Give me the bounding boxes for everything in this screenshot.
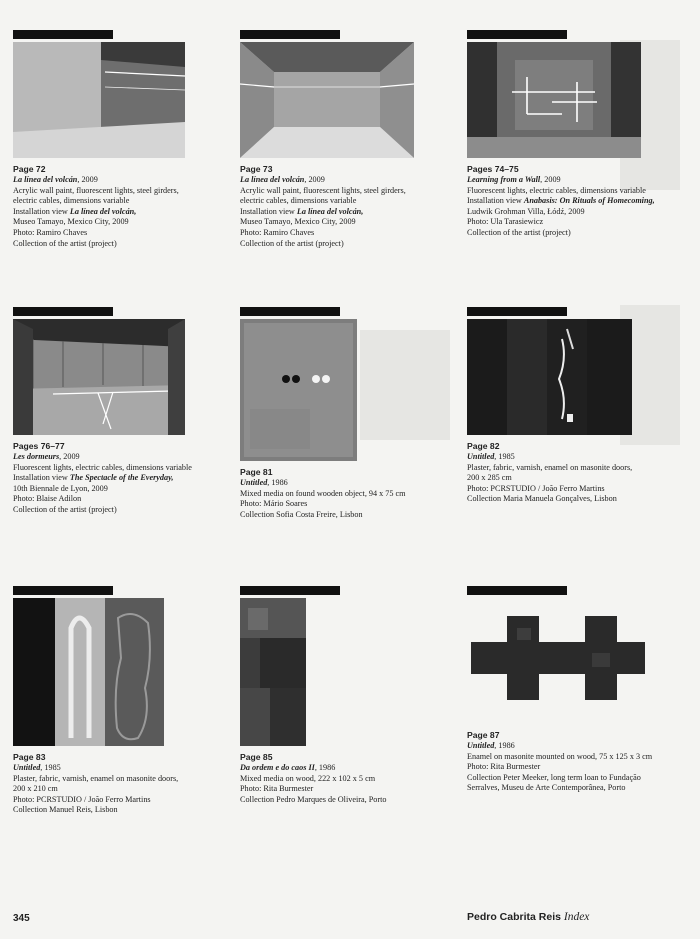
entry-page-85 [240, 586, 455, 805]
installation-prefix: Installation view [13, 206, 70, 216]
installation-title: La línea del volcán, [69, 206, 137, 216]
caption-line: Museo Tamayo, Mexico City, 2009 [13, 217, 129, 227]
caption-line: Photo: Ula Tarasiewicz [467, 217, 544, 227]
artwork-title: Untitled [467, 741, 495, 750]
caption-line: electric cables, dimensions variable [13, 196, 130, 206]
artwork-photo [240, 319, 357, 461]
page-label: Pages 74–75 [467, 164, 519, 174]
artwork-photo [467, 319, 632, 435]
page-label: Page 83 [13, 752, 46, 762]
caption-line: Collection Peter Meeker, long term loan to Fundação [467, 772, 641, 782]
installation-prefix: Installation view [240, 206, 297, 216]
entry-header-bar [13, 30, 113, 39]
caption-line: Enamel on masonite mounted on wood, 75 x 125 x 3 cm [467, 751, 653, 761]
caption-line: Collection Maria Manuela Gonçalves, Lisbon [467, 494, 617, 504]
caption-line: Fluorescent lights, electric cables, dimensions variable [13, 462, 192, 472]
artwork-year: , 1985 [40, 763, 61, 772]
caption-line: Collection Sofia Costa Freire, Lisbon [240, 509, 363, 519]
caption-line: Photo: Rita Burmester [240, 784, 314, 794]
entry-header-bar [13, 586, 113, 595]
caption-line: Photo: PCRSTUDIO / João Ferro Martins [13, 794, 151, 804]
artwork-year: , 2009 [59, 452, 80, 461]
caption-line: electric cables, dimensions variable [240, 196, 357, 206]
caption-line: Acrylic wall paint, fluorescent lights, steel girders, [240, 185, 406, 195]
caption-line: Collection of the artist (project) [467, 227, 571, 237]
artwork-year: , 1986 [494, 741, 515, 750]
installation-title: Anabasis: On Rituals of Homecoming, [523, 196, 655, 206]
section-label: Index [563, 911, 590, 923]
artwork-title: Untitled [240, 478, 268, 487]
artwork-photo [13, 319, 185, 435]
running-footer [467, 911, 589, 923]
caption-line: Museo Tamayo, Mexico City, 2009 [240, 217, 356, 227]
caption-line: Collection Manuel Reis, Lisbon [13, 805, 118, 815]
caption-line: Fluorescent lights, electric cables, dimensions variable [467, 185, 646, 195]
artwork-year: , 2009 [304, 175, 325, 184]
caption-line: 10th Biennale de Lyon, 2009 [13, 483, 108, 493]
entry-header-bar [13, 307, 113, 316]
book-title: Pedro Cabrita Reis [467, 911, 561, 923]
caption-line: Mixed media on wood, 222 x 102 x 5 cm [240, 773, 376, 783]
caption-line: Collection of the artist (project) [13, 504, 117, 514]
caption-line: Plaster, fabric, varnish, enamel on masonite doors, [467, 462, 633, 472]
artwork-title: Da ordem e do caos II [240, 763, 315, 772]
artwork-year: , 1986 [314, 763, 336, 772]
artwork-title: Untitled [13, 763, 41, 772]
artwork-photo [467, 42, 641, 158]
page-number: 345 [13, 913, 30, 924]
page-label: Page 85 [240, 752, 273, 762]
entry-header-bar [467, 307, 567, 316]
caption-line: 200 x 285 cm [467, 473, 512, 483]
caption-line: Collection of the artist (project) [240, 238, 344, 248]
caption-line: Mixed media on found wooden object, 94 x 75 cm [240, 488, 406, 498]
artwork-photo [240, 42, 414, 158]
caption-line: Collection of the artist (project) [13, 238, 117, 248]
entry-page-81 [240, 307, 455, 520]
entry-page-87 [467, 586, 682, 794]
artwork-year: , 2009 [77, 175, 98, 184]
entry-page-73 [240, 30, 455, 249]
caption-line: Photo: Ramiro Chaves [13, 227, 88, 237]
artwork-year: , 2009 [540, 175, 561, 184]
artwork-photo [467, 598, 682, 724]
caption-line: Ludwik Grohman Villa, Łódź, 2009 [467, 206, 585, 216]
installation-title: La línea del volcán, [296, 206, 364, 216]
entry-page-83 [13, 586, 228, 816]
entry-header-bar [467, 586, 567, 595]
page-label: Pages 76–77 [13, 441, 65, 451]
caption-line: Collection Pedro Marques de Oliveira, Porto [240, 794, 387, 804]
artwork-title: Untitled [467, 452, 495, 461]
artwork-photo [240, 598, 306, 746]
page-label: Page 87 [467, 730, 500, 740]
page-label: Page 81 [240, 467, 273, 477]
caption-line: Photo: PCRSTUDIO / João Ferro Martins [467, 483, 605, 493]
artwork-year: , 1986 [267, 478, 288, 487]
entry-header-bar [240, 586, 340, 595]
artwork-title: La línea del volcán [240, 175, 305, 184]
artwork-title: Les dormeurs [13, 452, 60, 461]
artwork-photo [13, 42, 185, 158]
installation-prefix: Installation view [467, 196, 524, 206]
artwork-title: Learning from a Wall [467, 175, 541, 184]
entry-header-bar [240, 307, 340, 316]
entry-pages-76-77 [13, 307, 228, 516]
installation-title: The Spectacle of the Everyday, [69, 473, 174, 483]
caption-line: Photo: Blaise Adilon [13, 494, 82, 504]
artwork-year: , 1985 [494, 452, 515, 461]
caption-line: Serralves, Museu de Arte Contemporânea, Porto [467, 783, 626, 793]
caption-line: Plaster, fabric, varnish, enamel on masonite doors, [13, 773, 179, 783]
page-label: Page 73 [240, 164, 273, 174]
installation-prefix: Installation view [13, 473, 70, 483]
entry-page-82 [467, 307, 682, 505]
page-label: Page 72 [13, 164, 46, 174]
artwork-title: La línea del volcán [13, 175, 78, 184]
entry-header-bar [467, 30, 567, 39]
entry-page-72 [13, 30, 228, 249]
artwork-photo [13, 598, 164, 746]
caption-line: 200 x 210 cm [13, 784, 58, 794]
caption-line: Photo: Ramiro Chaves [240, 227, 315, 237]
entry-pages-74-75 [467, 30, 682, 239]
page-label: Page 82 [467, 441, 500, 451]
caption-line: Acrylic wall paint, fluorescent lights, steel girders, [13, 185, 179, 195]
caption-line: Photo: Mário Soares [240, 499, 308, 509]
caption-line: Photo: Rita Burmester [467, 762, 541, 772]
entry-header-bar [240, 30, 340, 39]
